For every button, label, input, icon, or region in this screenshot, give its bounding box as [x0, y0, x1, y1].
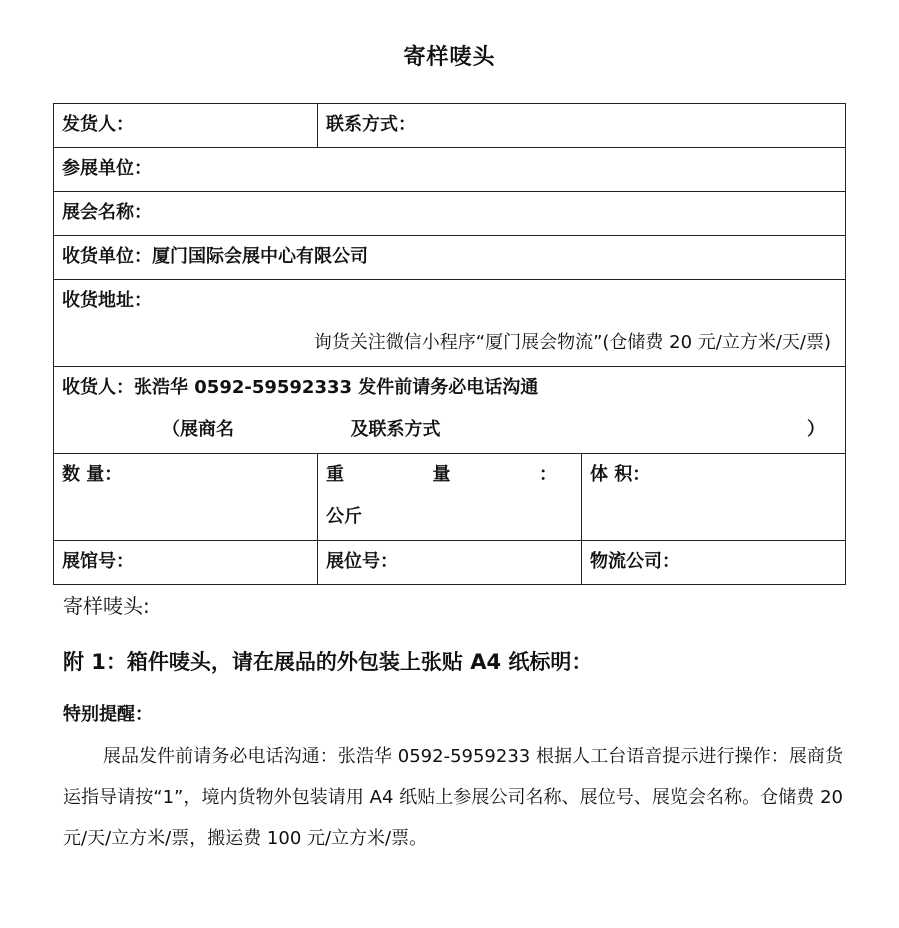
- quantity-cell: [54, 454, 318, 541]
- sender-cell: [54, 104, 318, 148]
- hall-cell: [54, 541, 318, 585]
- consignee-cell: [54, 236, 846, 280]
- booth-label: 展位号：: [326, 551, 398, 572]
- exhibition-cell: [54, 192, 846, 236]
- sender-label: 发货人：: [62, 114, 134, 135]
- address-cell: [54, 280, 846, 367]
- volume-label: 体 积：: [590, 464, 651, 485]
- weight-label-b: 量: [432, 464, 451, 485]
- weight-unit: 公斤: [326, 506, 362, 527]
- exhibition-label: 展会名称：: [62, 202, 152, 223]
- contact-label: 联系方式：: [326, 114, 416, 135]
- consignee-unit: 收货单位：厦门国际会展中心有限公司: [62, 246, 368, 267]
- form-row-address: [54, 280, 846, 367]
- receiver-hint-right: ）: [807, 419, 825, 440]
- contact-cell: [318, 104, 846, 148]
- form-row-receiver: [54, 367, 846, 454]
- logistics-cell: [582, 541, 846, 585]
- hall-label: 展馆号：: [62, 551, 134, 572]
- reminder-body: 展品发件前请务必电话沟通：张浩华 0592-5959233 根据人工台语音提示进行操作：展商货运指导请按“1”，境内货物外包装请用 A4 纸贴上参展公司名称、展位号、展览会名称。仓储费 20元/天/立方米/票，搬运费 100 元/立方米/票。: [63, 746, 843, 849]
- receiver-cell: [54, 367, 846, 454]
- form-row-location: [54, 541, 846, 585]
- receiver-hint-mid: 及联系方式: [350, 419, 441, 440]
- weight-label: [326, 454, 573, 496]
- logistics-label: 物流公司：: [590, 551, 680, 572]
- form-row-exhibitor: [54, 148, 846, 192]
- form-row-measurements: [54, 454, 846, 541]
- exhibitor-label: 参展单位：: [62, 158, 152, 179]
- page-title: 寄样唛头: [403, 45, 496, 70]
- form-row-sender: [54, 104, 846, 148]
- address-label: 收货地址：: [62, 290, 152, 311]
- shipping-mark-form: [53, 103, 846, 585]
- weight-cell: [318, 454, 582, 541]
- weight-label-a: 重: [326, 464, 344, 485]
- form-row-exhibition: [54, 192, 846, 236]
- receiver-info: 收货人：张浩华 0592-59592333 发件前请务必电话沟通: [62, 377, 539, 398]
- receiver-hint: [62, 409, 837, 451]
- volume-cell: [582, 454, 846, 541]
- appendix-heading: 附 1：箱件唛头，请在展品的外包装上张贴 A4 纸标明：: [63, 650, 593, 674]
- form-caption: 寄样唛头:: [63, 594, 150, 618]
- reminder-title: 特别提醒：: [63, 704, 153, 725]
- exhibitor-cell: [54, 148, 846, 192]
- form-row-consignee: [54, 236, 846, 280]
- booth-cell: [318, 541, 582, 585]
- quantity-label: 数 量：: [62, 464, 123, 485]
- weight-label-c: ：: [539, 464, 557, 485]
- receiver-hint-left: （展商名: [162, 419, 234, 440]
- address-note: 询货关注微信小程序“厦门展会物流”(仓储费 20 元/立方米/天/票): [313, 332, 831, 353]
